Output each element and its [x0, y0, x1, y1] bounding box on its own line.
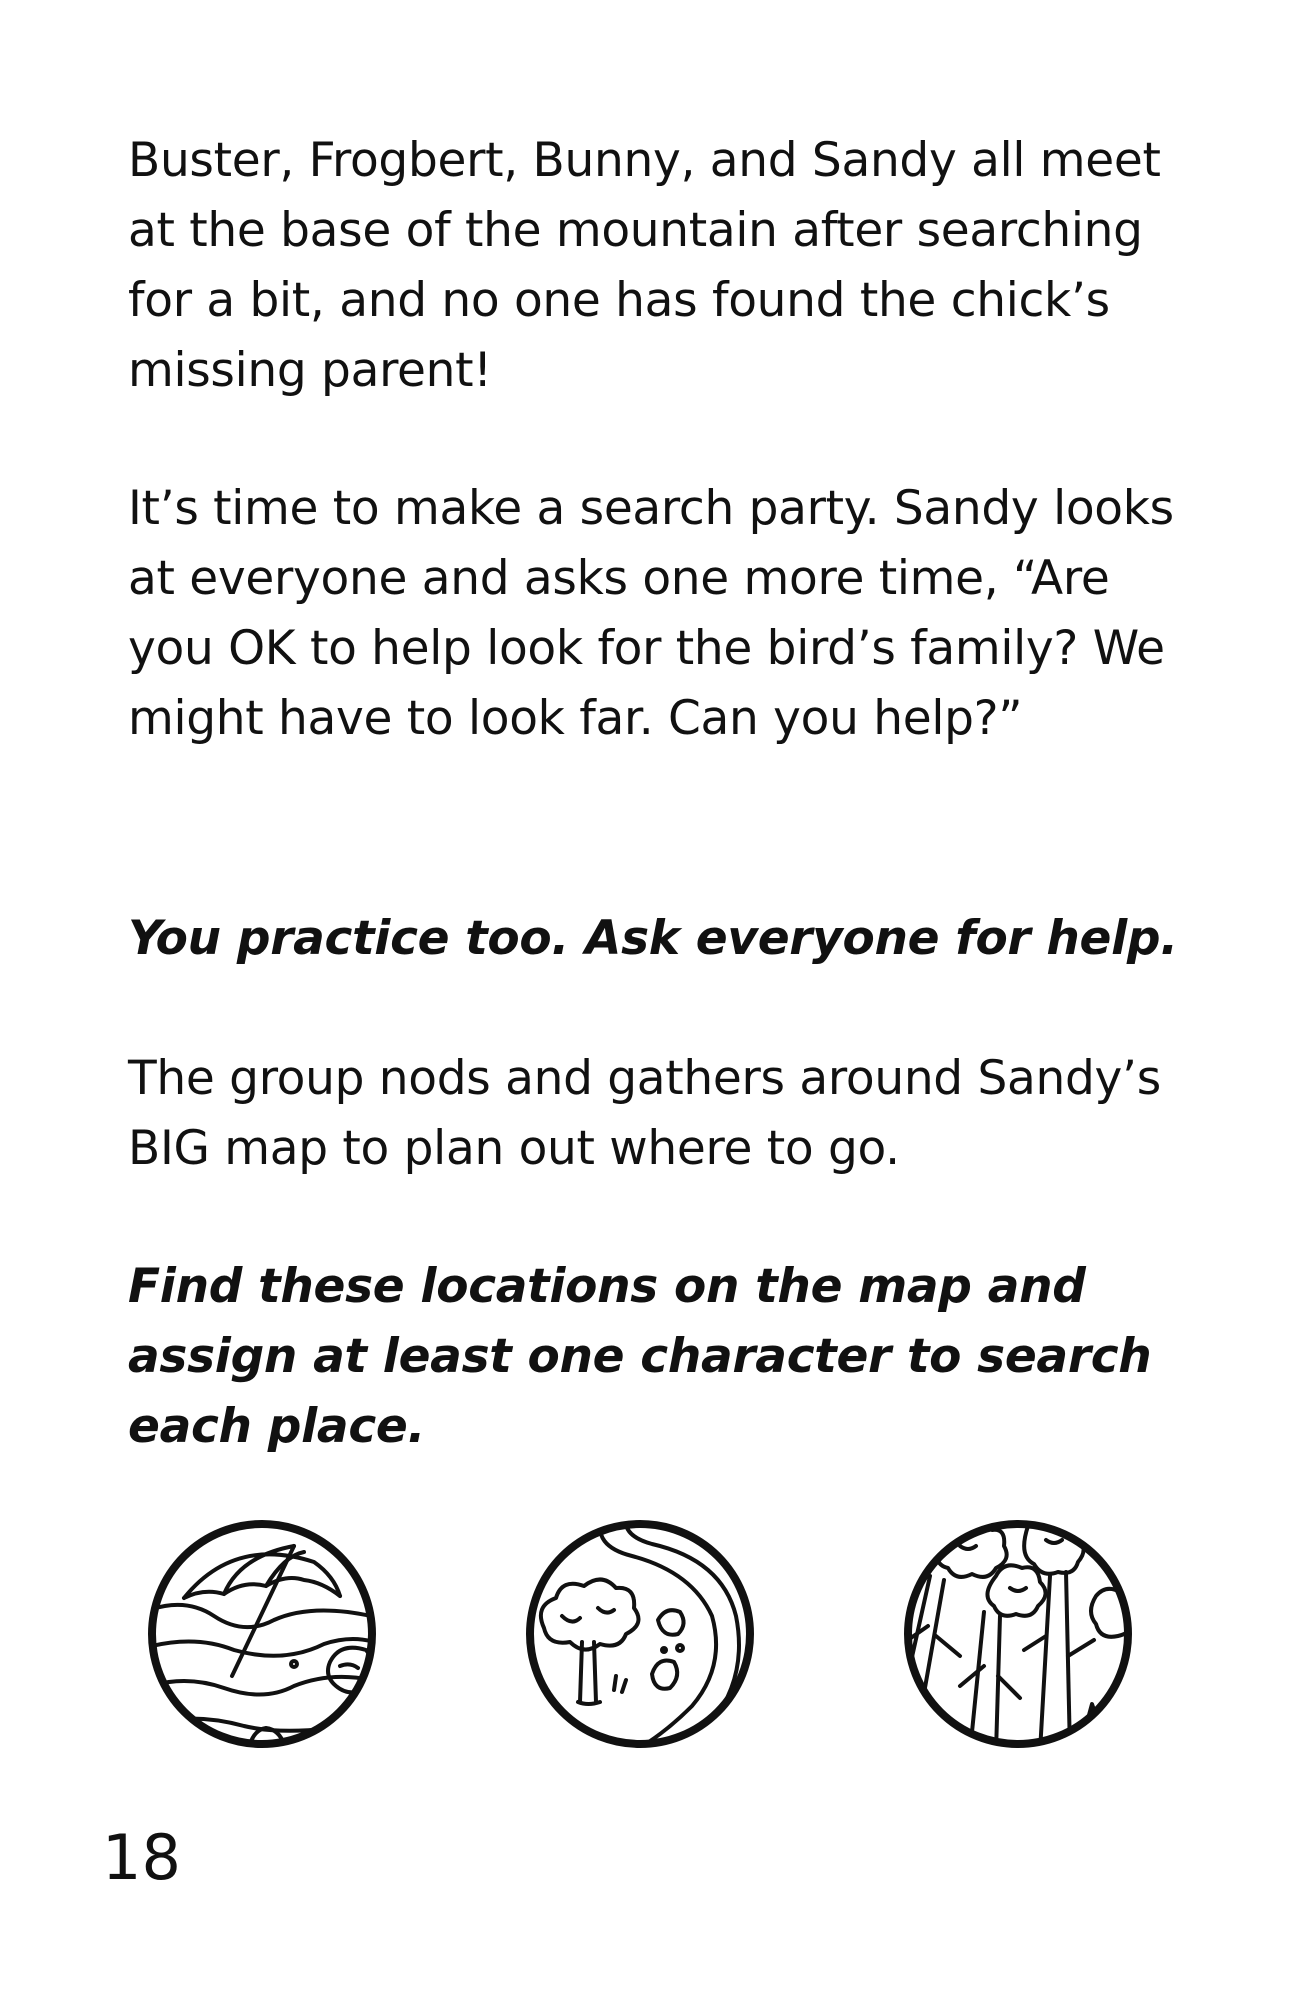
paragraph-map-activity: Find these locations on the map and assign at least one character to search each place. [128, 1259, 1152, 1454]
beach-umbrella-icon [144, 1516, 380, 1752]
forest-trees-icon [900, 1516, 1136, 1752]
location-icons-row [0, 1516, 1294, 1766]
paragraph-search-party: It’s time to make a search party. Sandy looks at everyone and asks one more time, “Are you OK to help look for the bird’s family? We might have to look far. Can you help?” [128, 481, 1174, 746]
paragraph-group-map: The group nods and gathers around Sandy’s BIG map to plan out where to go. [128, 1051, 1161, 1176]
paragraph-practice-prompt: You practice too. Ask everyone for help. [128, 911, 1178, 966]
page-number: 18 [102, 1821, 181, 1894]
paragraph-meeting: Buster, Frogbert, Bunny, and Sandy all meet at the base of the mountain after searching for a bit, and no one has found the chick’s missing parent! [128, 133, 1161, 398]
park-tree-pond-icon [522, 1516, 758, 1752]
